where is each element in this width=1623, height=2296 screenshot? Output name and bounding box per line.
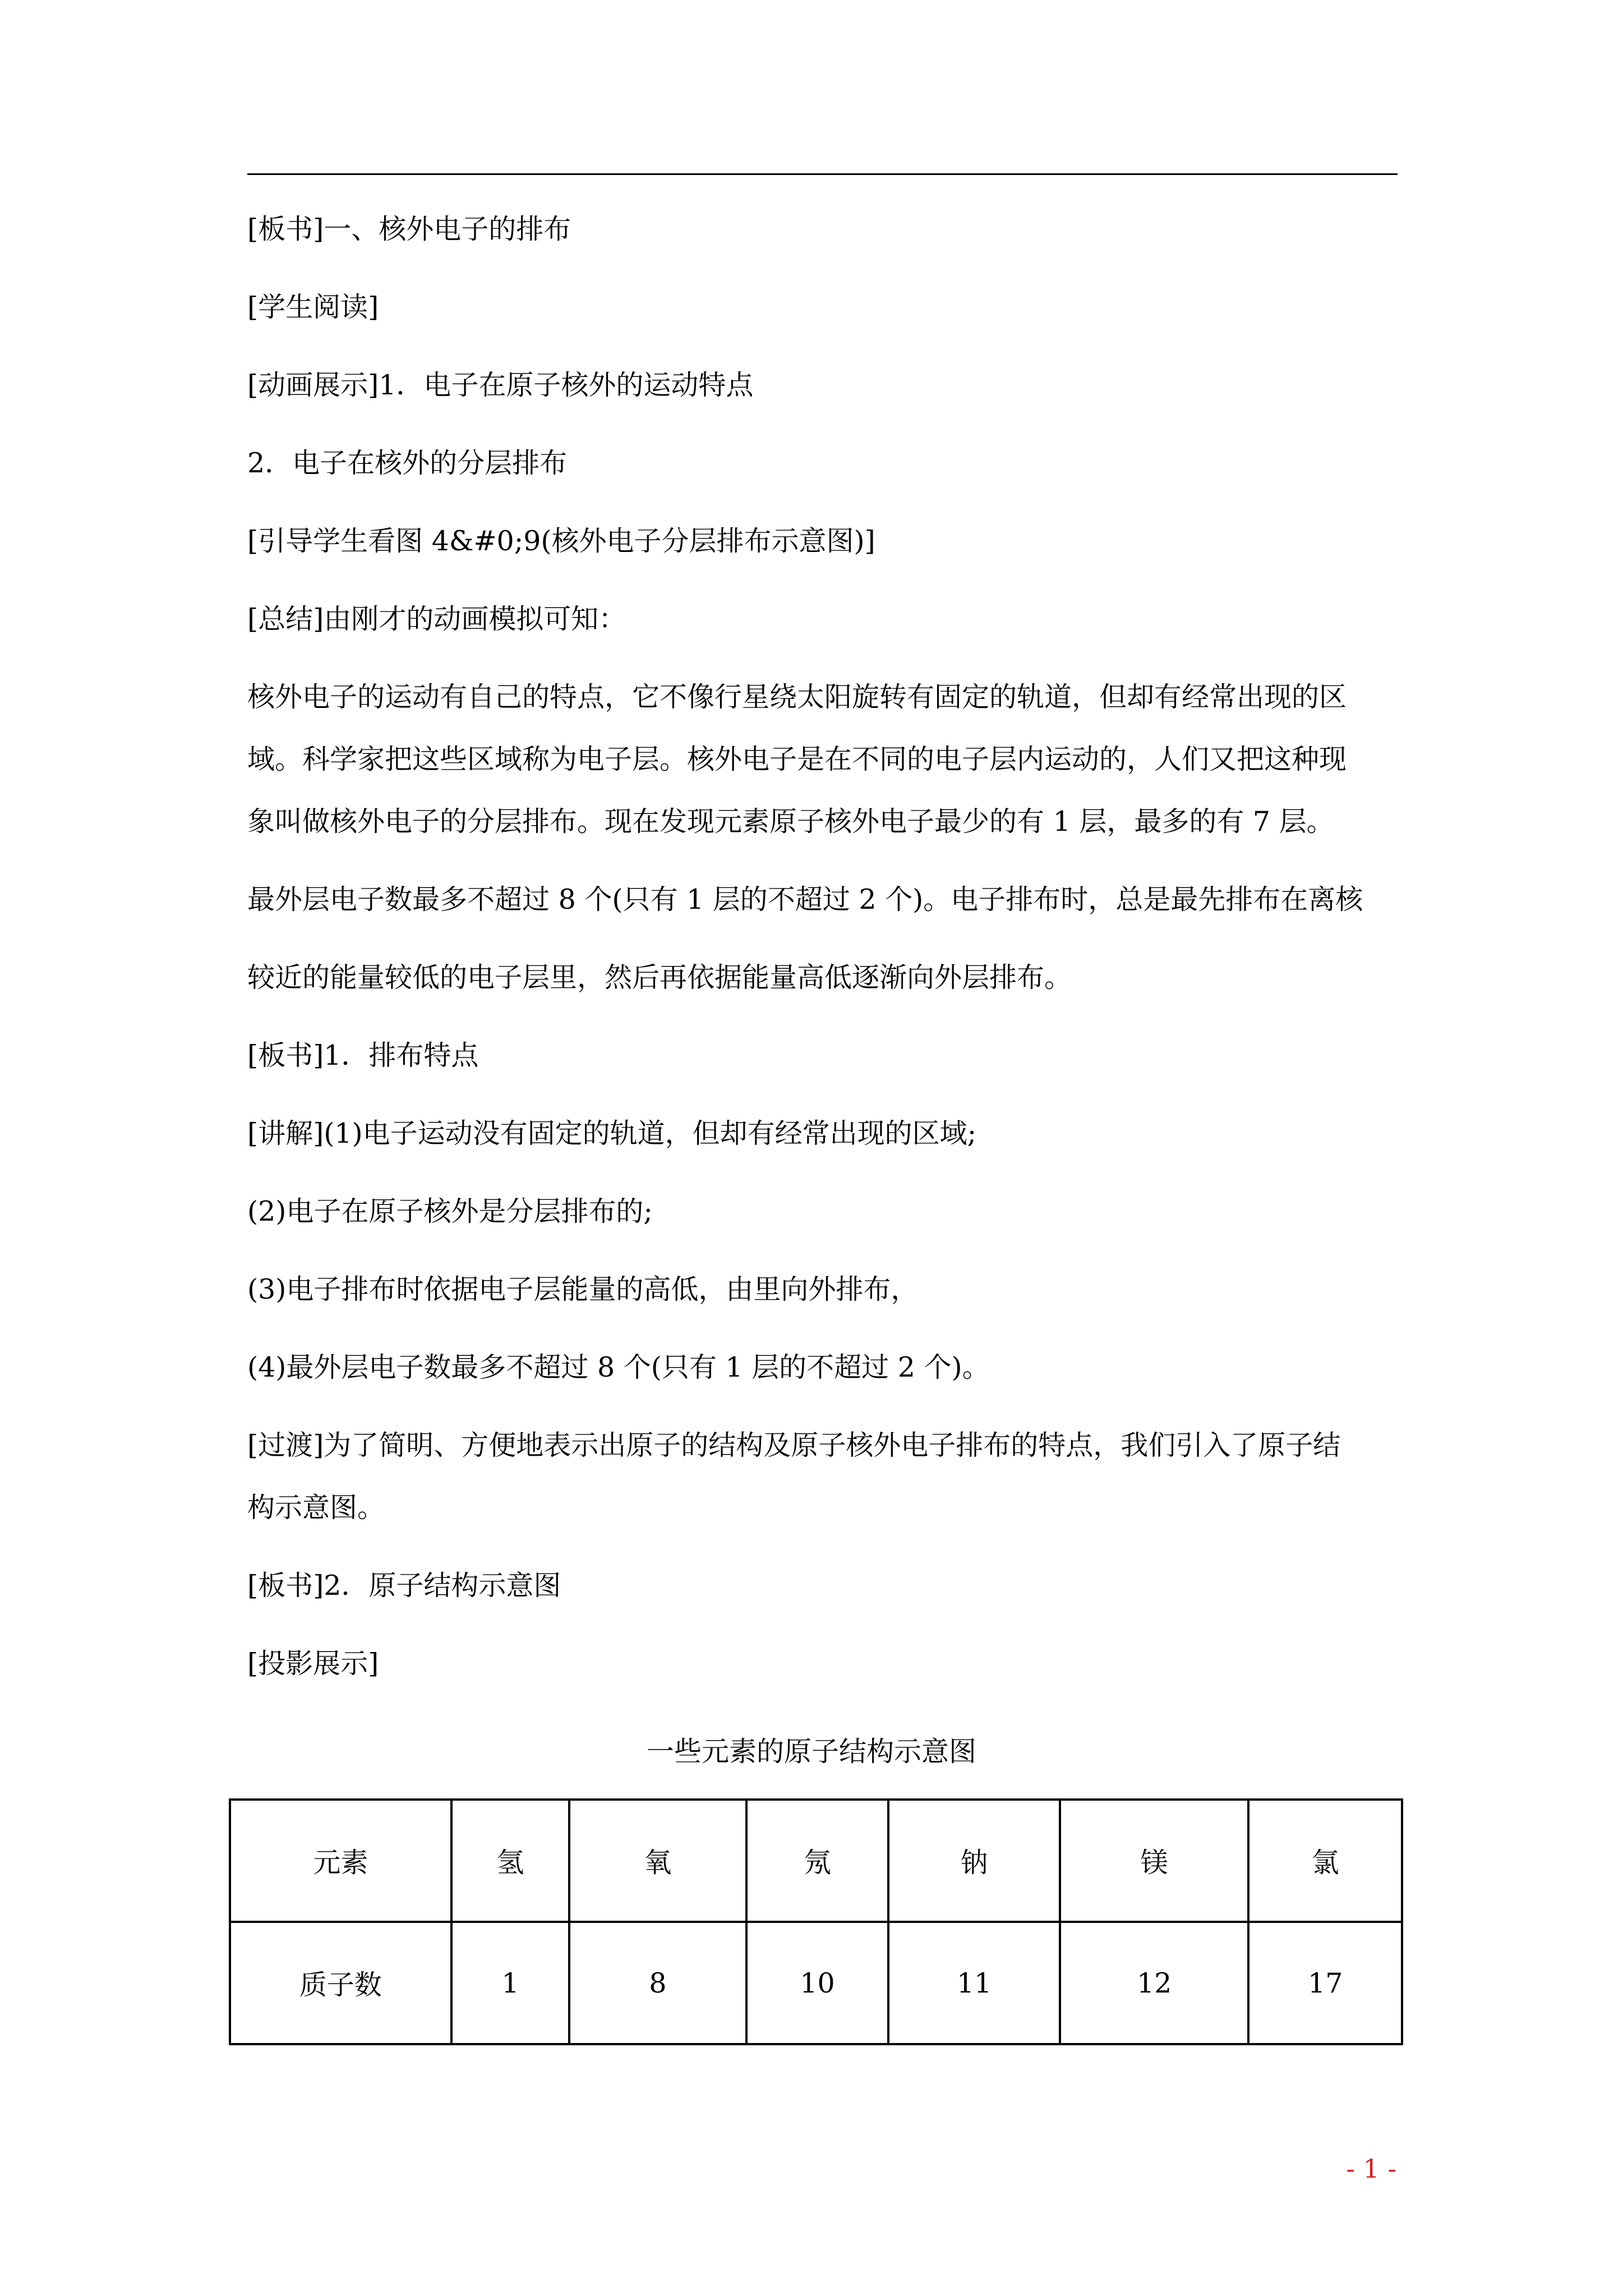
table-cell: 17 — [1248, 1922, 1402, 2044]
paragraph: [学生阅读] — [247, 291, 379, 323]
paragraph: 2．电子在核外的分层排布 — [247, 447, 568, 479]
table-cell: 氯 — [1248, 1800, 1402, 1922]
table-cell-header: 元素 — [230, 1800, 451, 1922]
table-cell: 11 — [888, 1922, 1060, 2044]
paragraph: (3)电子排布时依据电子层能量的高低，由里向外排布， — [247, 1273, 919, 1305]
table-cell: 1 — [451, 1922, 569, 2044]
table-cell: 12 — [1060, 1922, 1249, 2044]
paragraph: [总结]由刚才的动画模拟可知： — [247, 603, 626, 635]
paragraph: [动画展示]1．电子在原子核外的运动特点 — [247, 369, 754, 401]
paragraph: 核外电子的运动有自己的特点，它不像行星绕太阳旋转有固定的轨道，但却有经常出现的区 — [247, 681, 1347, 713]
table-cell: 8 — [569, 1922, 746, 2044]
table-cell: 氖 — [746, 1800, 888, 1922]
table-caption: 一些元素的原子结构示意图 — [646, 1736, 976, 1768]
paragraph: 象叫做核外电子的分层排布。现在发现元素原子核外电子最少的有 1 层，最多的有 7 层。 — [247, 806, 1334, 838]
table-cell: 氢 — [451, 1800, 569, 1922]
table-cell-header: 质子数 — [230, 1922, 451, 2044]
paragraph: [过渡]为了简明、方便地表示出原子的结构及原子核外电子排布的特点，我们引入了原子结 — [247, 1429, 1341, 1461]
header-rule — [247, 173, 1398, 175]
table-row — [230, 1922, 1402, 2044]
paragraph: [引导学生看图 4&#0;9(核外电子分层排布示意图)] — [247, 525, 875, 557]
table-cell: 镁 — [1060, 1800, 1249, 1922]
paragraph: [板书]1．排布特点 — [247, 1039, 479, 1071]
table-row — [230, 1800, 1402, 1922]
paragraph: [板书]一、核外电子的排布 — [247, 213, 571, 245]
paragraph: 较近的能量较低的电子层里，然后再依据能量高低逐渐向外层排布。 — [247, 961, 1072, 993]
paragraph: [讲解](1)电子运动没有固定的轨道，但却有经常出现的区域; — [247, 1117, 977, 1149]
table-cell: 钠 — [888, 1800, 1060, 1922]
paragraph: (4)最外层电子数最多不超过 8 个(只有 1 层的不超过 2 个)。 — [247, 1351, 990, 1383]
element-table — [229, 1798, 1403, 2045]
table-cell: 10 — [746, 1922, 888, 2044]
paragraph: [板书]2．原子结构示意图 — [247, 1570, 561, 1602]
paragraph: [投影展示] — [247, 1648, 379, 1680]
table-cell: 氧 — [569, 1800, 746, 1922]
paragraph: 最外层电子数最多不超过 8 个(只有 1 层的不超过 2 个)。电子排布时，总是最先排布在离核 — [247, 884, 1363, 915]
page-number: - 1 - — [1346, 2154, 1396, 2184]
paragraph: 域。科学家把这些区域称为电子层。核外电子是在不同的电子层内运动的，人们又把这种现 — [247, 743, 1347, 775]
paragraph: (2)电子在原子核外是分层排布的; — [247, 1195, 653, 1227]
paragraph: 构示意图。 — [247, 1492, 385, 1524]
